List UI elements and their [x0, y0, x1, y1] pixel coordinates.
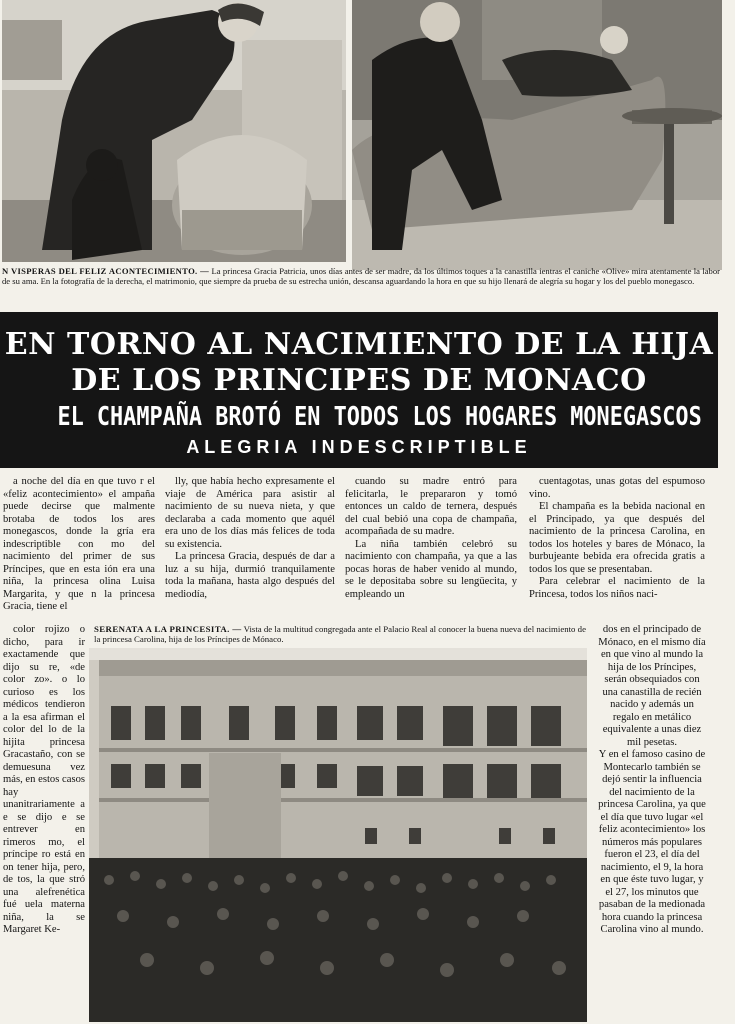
column-1-bottom-text: color rojizo o dicho, para ir exactamende que dijo su re, «de color zo». o lo curioso es los médicos tendieron a la esa afirman el color del lo de la hijita princesa Gracastaño, con se demuesuna vez más, en estos casos hay unanitrariamente a e se dijo e se entrever en rimeros mo, el príncipe ro está en on tener hija, pero, de tos, la que stró una alefrenética fué uela materna niña, la se Margaret Ke-: [3, 624, 85, 935]
headline-line-1: EN TORNO AL NACIMIENTO DE LA HIJA: [4, 327, 714, 362]
column-4-paragraph-1: cuentagotas, unas gotas del espumoso vino.: [529, 476, 705, 500]
subheadline: EL CHAMPAÑA BROTÓ EN TODOS LOS HOGARES MONEGASCOS: [57, 402, 702, 432]
column-3-paragraph-1: cuando su madre entró para felicitarla, le prepararon y tomó entonces un caldo de ternera, después del cual bebió una copa de champaña, acompañada de su madre.: [345, 476, 517, 537]
photo-princess-with-basket: [2, 0, 346, 262]
palace-caption-text: Vista de la multitud congregada ante el Palacio Real al conocer la buena nueva del nacimiento de la princesa Carolina, hija de los Príncipes de Mónaco.: [94, 624, 586, 645]
headline-band: [0, 312, 718, 468]
column-1-bottom: [3, 624, 85, 937]
column-5: [598, 624, 706, 937]
column-3-paragraph-2: La niña también celebró su nacimiento con champaña, ya que a las pocas horas de haber venido al mundo, se le depositaba sobre su lengüecita, y empleando un: [345, 538, 517, 600]
top-caption-text: La princesa Gracia Patricia, unos días antes de ser madre, da los últimos toques a la canastilla ientras el caniche «Olive» mira atentamente la labor de su ama. En la fotografía de la derecha, el matrimonio, que siempre da prueba de su estrecha unión, descansa aguardando la hora en que su hijo llenará de alegría su hogar y los del pueblo monegasco.: [2, 266, 721, 287]
photo-princess-with-basket-image: [2, 0, 346, 262]
column-1-top: [3, 476, 155, 614]
kicker: ALEGRIA INDESCRIPTIBLE: [186, 437, 532, 457]
photo-couple-resting-image: [352, 0, 722, 270]
palace-photo-caption: [94, 624, 586, 644]
headline-line-2: DE LOS PRINCIPES DE MONACO: [71, 363, 647, 398]
photo-couple-resting: [352, 0, 722, 270]
column-5-paragraph-1: dos en el principado de Mónaco, en el mismo día en que vino al mundo la hija de los Príncipes, serán obsequiados con una canastilla de recién nacido y además un regalo en metálico equivalente a unas diez mil pesetas.: [598, 624, 706, 748]
top-photo-caption: [2, 266, 720, 286]
column-4-paragraph-2: El champaña es la bebida nacional en el Principado, ya que después del nacimiento de la princesa Carolina, en todos los hoteles y bares de Mónaco, la burbujeante bebida era ofrecida gratis a todos los que se presentaban.: [529, 501, 705, 575]
column-4-paragraph-3: Para celebrar el nacimiento de la Princesa, todos los niños naci-: [529, 576, 705, 600]
top-caption-lead: N VISPERAS DEL FELIZ ACONTECIMIENTO. —: [2, 266, 210, 276]
column-4: [529, 476, 705, 601]
photo-palace-crowd-image: [89, 648, 587, 1022]
palace-caption-lead: SERENATA A LA PRINCESITA. —: [94, 624, 242, 634]
column-2: [165, 476, 335, 601]
photo-palace-crowd: [89, 648, 587, 1022]
column-2-paragraph-1: lly, que había hecho expresamente el viaje de América para asistir al nacimiento de su nueva nieta, y que declaraba a cada momento que aquél era uno de los días más felices de toda su existencia.: [165, 476, 335, 550]
column-2-paragraph-2: La princesa Gracia, después de dar a luz a su hija, durmió tranquilamente toda la mañana, hasta algo después del mediodía,: [165, 551, 335, 600]
column-1-top-text: a noche del día en que tuvo r el «feliz acontecimiento» el ampaña puede decirse que malmente brotaba de todos los ares monegascos, donde la gría era indescriptible con mo del nacimiento del primer de sus Príncipes, que en esta ión era una niña, la princesa olina Luisa Margarita, y que n la princesa Gracia, tiene el: [3, 476, 155, 612]
column-5-paragraph-2: Y en el famoso casino de Montecarlo también se dejó sentir la influencia del nacimiento de la princesa Carolina, ya que el día que tuvo lugar «el feliz acontecimiento» los números más populares fueron el 23, el día del nacimiento, el 9, la hora en que éste tuvo lugar, y el 27, los minutos que pasaban de la medionada hora cuando la princesa Carolina vino al mundo.: [598, 749, 706, 935]
column-3: [345, 476, 517, 601]
